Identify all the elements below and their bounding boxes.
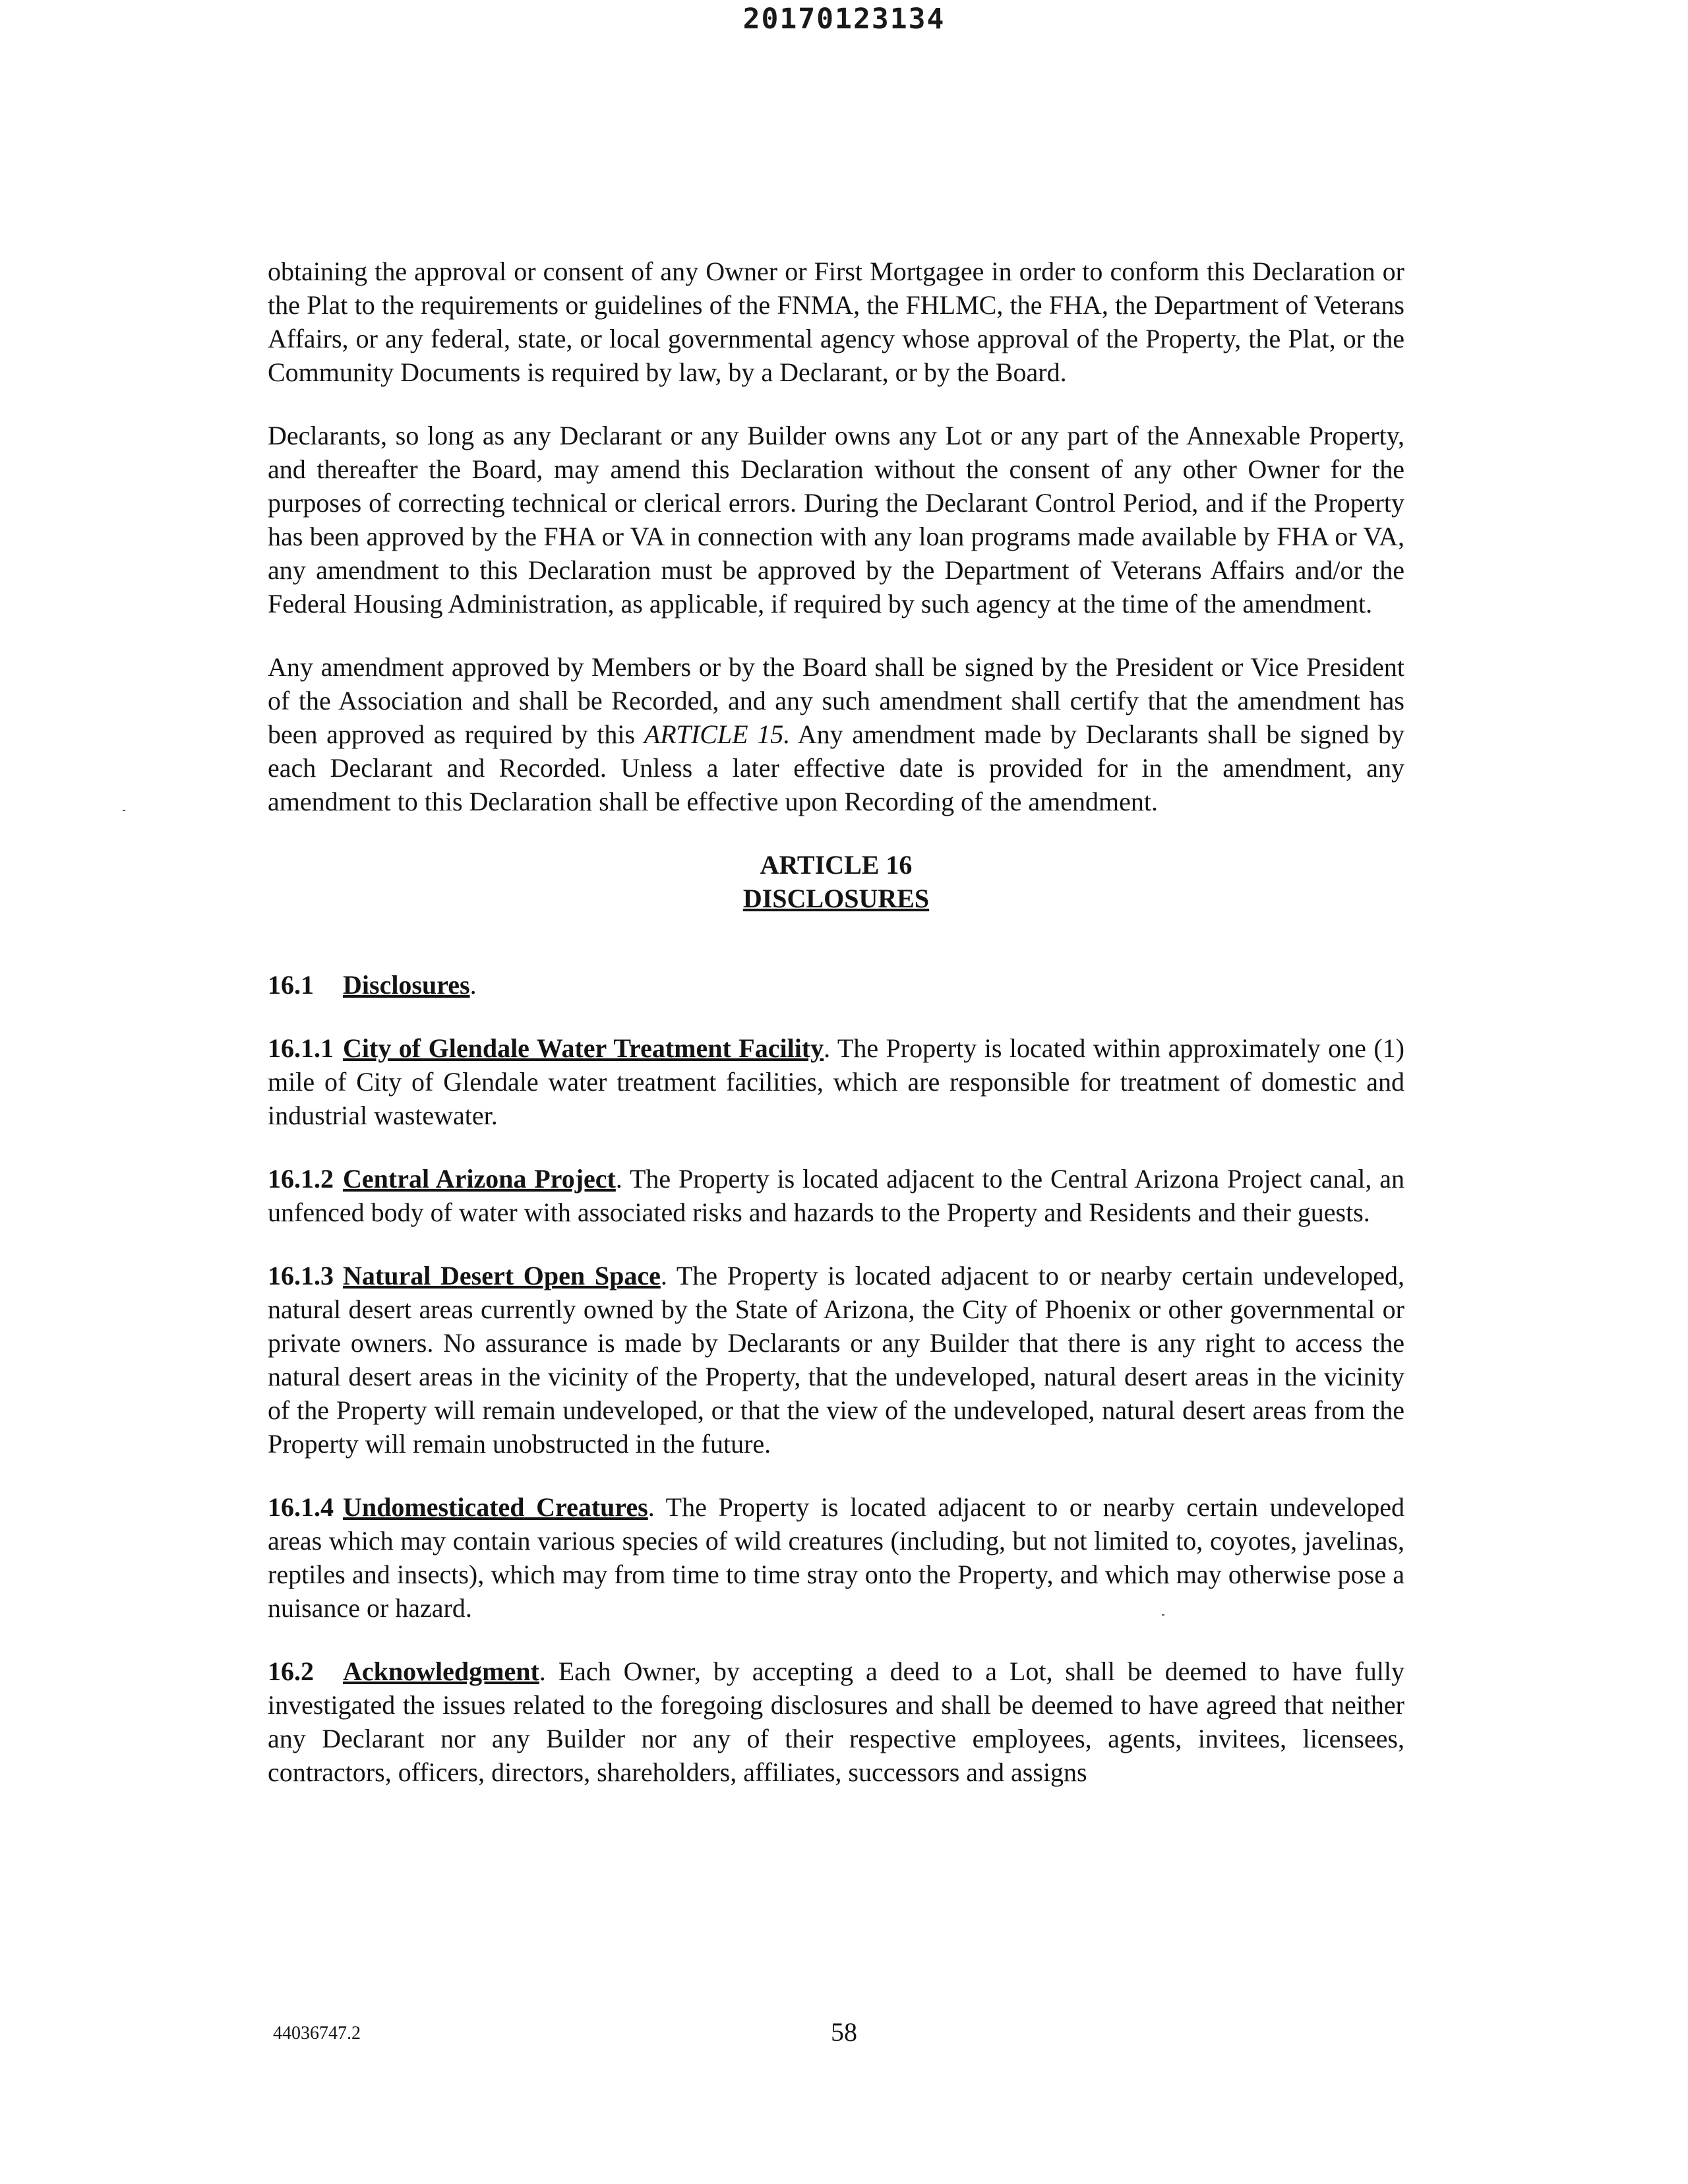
section-number: 16.1 [268,970,314,1000]
section-punct: . [539,1656,546,1686]
section-16-1-4 [268,1490,1404,1625]
section-punct: . [648,1492,655,1522]
paragraph-text: Any amendment made by Declarants shall be signed by each Declarant and Recorded. Unless a later effective date is provided for in the amendment, any amendment to this Declaration shall be effective upon Recording of the amendment. [268,719,1405,816]
footer-page-number: 58 [831,2017,857,2047]
paragraph-amendment-declarants: Declarants, so long as any Declarant or any Builder owns any Lot or any part of the Annexable Property, and thereafter the Board, may amend this Declaration without the consent of any other Owner for the purposes of correcting technical or clerical errors. During the Declarant Control Period, and if the Property has been approved by the FHA or VA in connection with any loan programs made available by FHA or VA, any amendment to this Declaration must be approved by the Department of Veterans Affairs and/or the Federal Housing Administration, as applicable, if required by such agency at the time of the amendment. [268,421,1404,619]
section-number: 16.2 [268,1656,314,1686]
section-16-1-1 [268,1031,1404,1132]
section-16-1-3 [268,1259,1404,1461]
article-number: ARTICLE 16 [760,850,913,880]
document-body [268,255,1404,1819]
section-title: City of Glendale Water Treatment Facility [343,1033,824,1063]
section-number: 16.1.1 [268,1033,334,1063]
article-title: DISCLOSURES [742,884,930,913]
section-title: Natural Desert Open Space [343,1261,661,1290]
section-punct: . [824,1033,831,1063]
section-16-1-heading [268,968,1404,1002]
section-text: The Property is located within approximately one (1) mile of City of Glendale water treatment facilities, which are responsible for treatment of domestic and industrial wastewater. [268,1033,1404,1130]
footer-document-number: 44036747.2 [273,2023,361,2044]
section-number: 16.1.2 [268,1164,334,1194]
section-text: The Property is located adjacent to or nearby certain undeveloped, natural desert areas currently owned by the State of Arizona, the City of Phoenix or other governmental or private owners. No assurance is made by Declarants or any Builder that there is any right to access the natural desert areas in the vicinity of the Property, that the undeveloped, natural desert areas in the vicinity of the Property will remain undeveloped, or that the view of the undeveloped, natural desert areas from the Property will remain unobstructed in the future. [268,1261,1404,1459]
section-16-1-2 [268,1162,1404,1229]
section-title: Disclosures [343,970,470,1000]
paragraph-amendment-signing [268,650,1404,818]
paragraph-text: Any amendment approved by Members or by the Board shall be signed by the President or Vice President of the Association and shall be Recorded, and any such amendment shall certify that the amendment has been approved as required by this [268,652,1404,749]
section-title: Acknowledgment [343,1656,539,1686]
section-number: 16.1.3 [268,1261,334,1290]
section-text: The Property is located adjacent to or nearby certain undeveloped areas which may contain various species of wild creatures (including, but not limited to, coyotes, javelinas, reptiles and insects), which may from time to time stray onto the Property, and which may otherwise pose a nuisance or hazard. [268,1492,1405,1623]
recording-number: 20170123134 [742,3,946,36]
scan-speck [1162,1614,1164,1616]
section-punct: . [615,1164,622,1194]
section-title: Undomesticated Creatures [343,1492,648,1522]
section-punct: . [660,1261,667,1290]
article-heading [268,848,1404,915]
section-text: Each Owner, by accepting a deed to a Lot, shall be deemed to have fully investigated the issues related to the foregoing disclosures and shall be deemed to have agreed that neither any Declarant nor any Builder nor any of their respective employees, agents, invitees, licensees, contractors, officers, directors, shareholders, affiliates, successors and assigns [268,1656,1404,1787]
paragraph-amendment-conform: obtaining the approval or consent of any Owner or First Mortgagee in order to conform this Declaration or the Plat to the requirements or guidelines of the FNMA, the FHLMC, the FHA, the Department of Veterans Affairs, or any federal, state, or local governmental agency whose approval of the Property, the Plat, or the Community Documents is required by law, by a Declarant, or by the Board. [268,257,1404,387]
section-title: Central Arizona Project [343,1164,616,1194]
section-16-2 [268,1654,1404,1789]
scan-speck [123,810,125,811]
section-number: 16.1.4 [268,1492,334,1522]
section-text: The Property is located adjacent to the Central Arizona Project canal, an unfenced body of water with associated risks and hazards to the Property and Residents and their guests. [268,1164,1404,1227]
section-punct: . [469,970,477,1000]
article-reference: ARTICLE 15. [644,719,791,749]
